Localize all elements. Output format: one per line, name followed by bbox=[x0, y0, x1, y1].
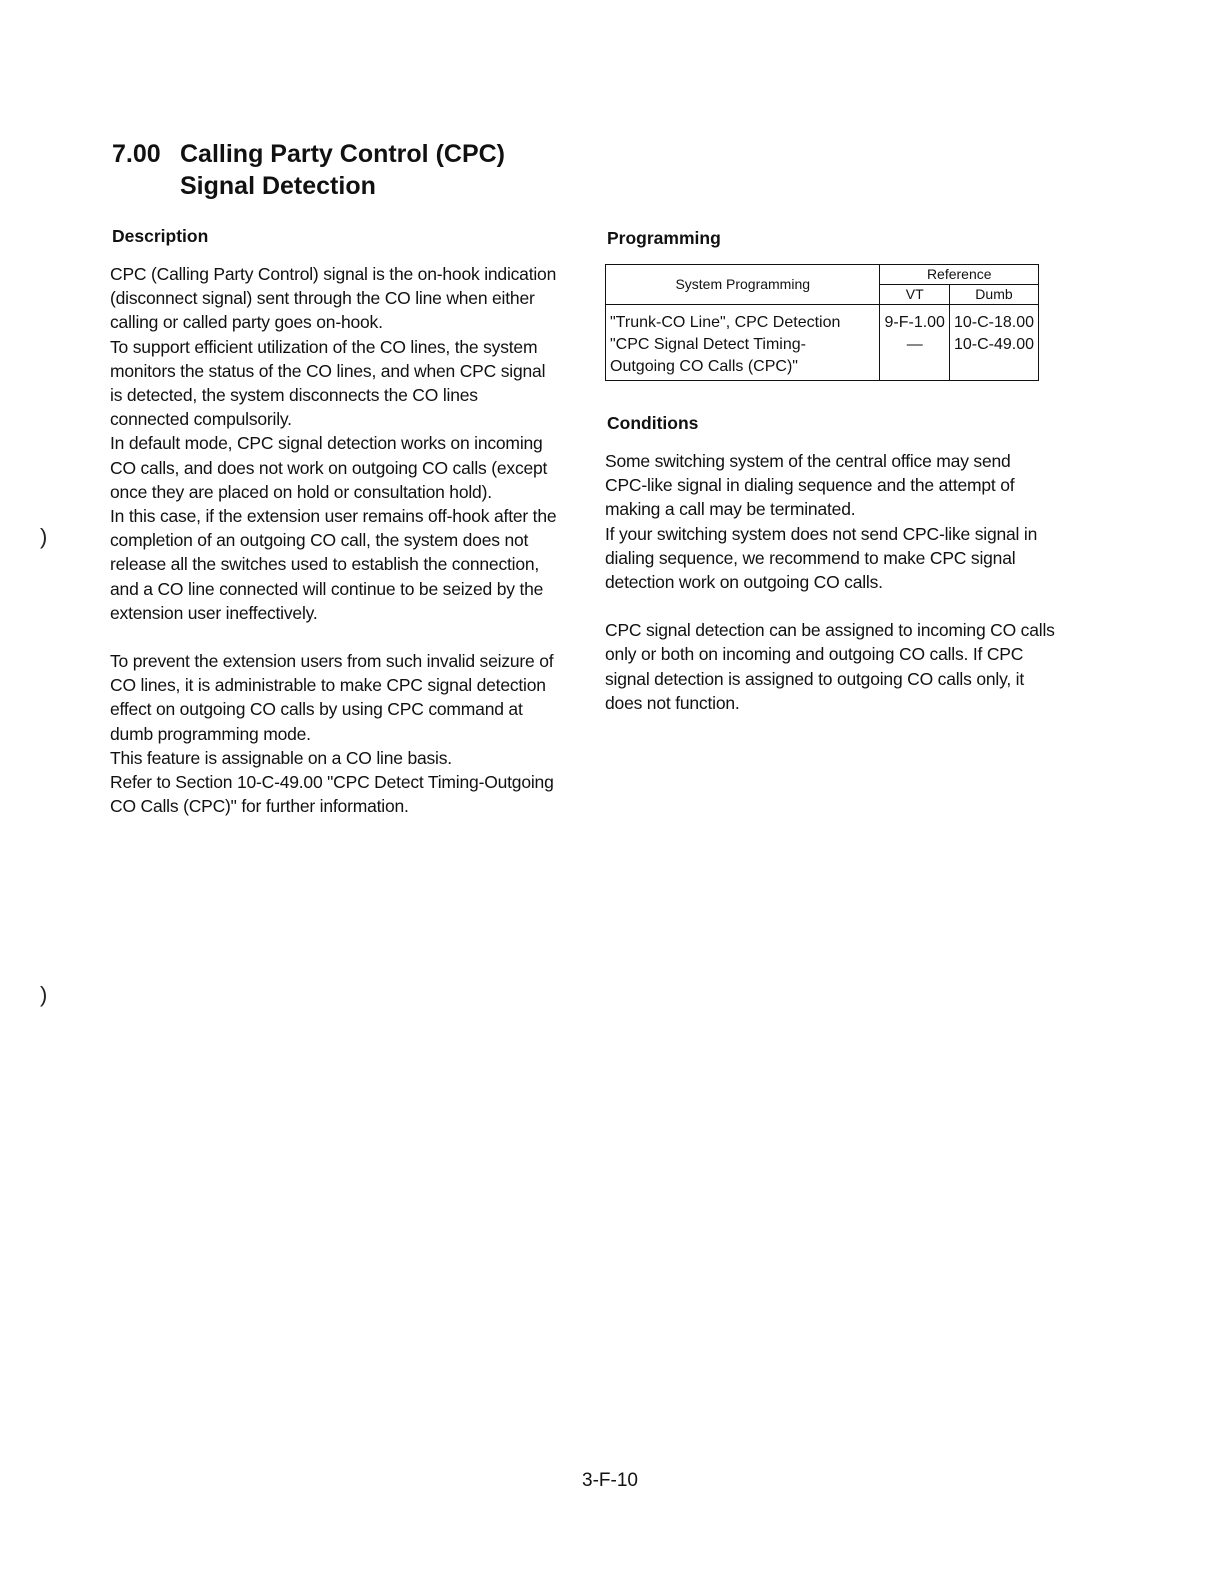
vt-ref: 9-F-1.00 bbox=[884, 314, 945, 331]
programming-table bbox=[605, 264, 1039, 381]
description-paragraph: To prevent the extension users from such invalid seizure of CO lines, it is administrable to make CPC signal detection effect on outgoing CO calls by using CPC command at dumb programming mode. bbox=[110, 651, 554, 744]
header-vt: VT bbox=[880, 285, 949, 305]
conditions-heading: Conditions bbox=[607, 413, 699, 433]
section-title bbox=[112, 138, 505, 202]
dumb-ref: 10-C-49.00 bbox=[953, 336, 1034, 353]
description-paragraph: To support efficient utilization of the CO lines, the system monitors the status of the CO lines, and when CPC signal is detected, the system disconnects the CO lines connected compulsorily. bbox=[110, 336, 546, 430]
section-title-line1: Calling Party Control (CPC) bbox=[180, 140, 506, 168]
description-paragraph: In this case, if the extension user remains off-hook after the completion of an outgoing CO call, the system does not release all the switches used to establish the connection, and a CO line connected will continue to be seized by the extension user ineffectively. bbox=[110, 506, 557, 623]
table-row-name: Outgoing CO Calls (CPC)" bbox=[610, 358, 798, 375]
binding-hole-mark: ) bbox=[40, 524, 48, 549]
conditions-paragraph: Some switching system of the central office may send CPC-like signal in dialing sequence and the attempt of making a call may be terminated. bbox=[605, 451, 1015, 520]
description-heading: Description bbox=[112, 226, 209, 246]
header-dumb: Dumb bbox=[949, 285, 1038, 305]
conditions-paragraph: If your switching system does not send CPC-like signal in dialing sequence, we recommend to make CPC signal detection work on outgoing CO calls. bbox=[605, 523, 1038, 593]
vt-ref: — bbox=[906, 336, 923, 353]
table-row-name: "Trunk-CO Line", CPC Detection bbox=[610, 314, 841, 331]
description-paragraph: CPC (Calling Party Control) signal is the on-hook indication (disconnect signal) sent through the CO line when either calling or called party goes on-hook. bbox=[110, 264, 557, 333]
description-column bbox=[110, 226, 560, 818]
binding-hole-mark: ) bbox=[40, 982, 48, 1007]
page-number: 3-F-10 bbox=[582, 1470, 638, 1491]
description-paragraph: This feature is assignable on a CO line basis. bbox=[110, 747, 452, 768]
dumb-ref: 10-C-18.00 bbox=[953, 314, 1034, 331]
header-system-programming: System Programming bbox=[606, 265, 880, 305]
section-number: 7.00 bbox=[112, 140, 161, 168]
description-paragraph: In default mode, CPC signal detection works on incoming CO calls, and does not work on outgoing CO calls (except once they are placed on hold or consultation hold). bbox=[110, 433, 548, 502]
table-cell-system bbox=[606, 305, 880, 381]
section-title-line2: Signal Detection bbox=[180, 172, 376, 200]
table-cell-vt bbox=[880, 305, 949, 381]
header-reference: Reference bbox=[880, 265, 1039, 285]
description-paragraph: Refer to Section 10-C-49.00 "CPC Detect Timing-Outgoing CO Calls (CPC)" for further information. bbox=[110, 772, 554, 817]
programming-column bbox=[605, 228, 1055, 715]
table-cell-dumb bbox=[949, 305, 1038, 381]
programming-heading: Programming bbox=[607, 228, 721, 248]
table-row-name: "CPC Signal Detect Timing- bbox=[610, 336, 806, 353]
conditions-paragraph: CPC signal detection can be assigned to incoming CO calls only or both on incoming and outgoing CO calls. If CPC signal detection is assigned to outgoing CO calls only, it does not function. bbox=[605, 620, 1055, 713]
